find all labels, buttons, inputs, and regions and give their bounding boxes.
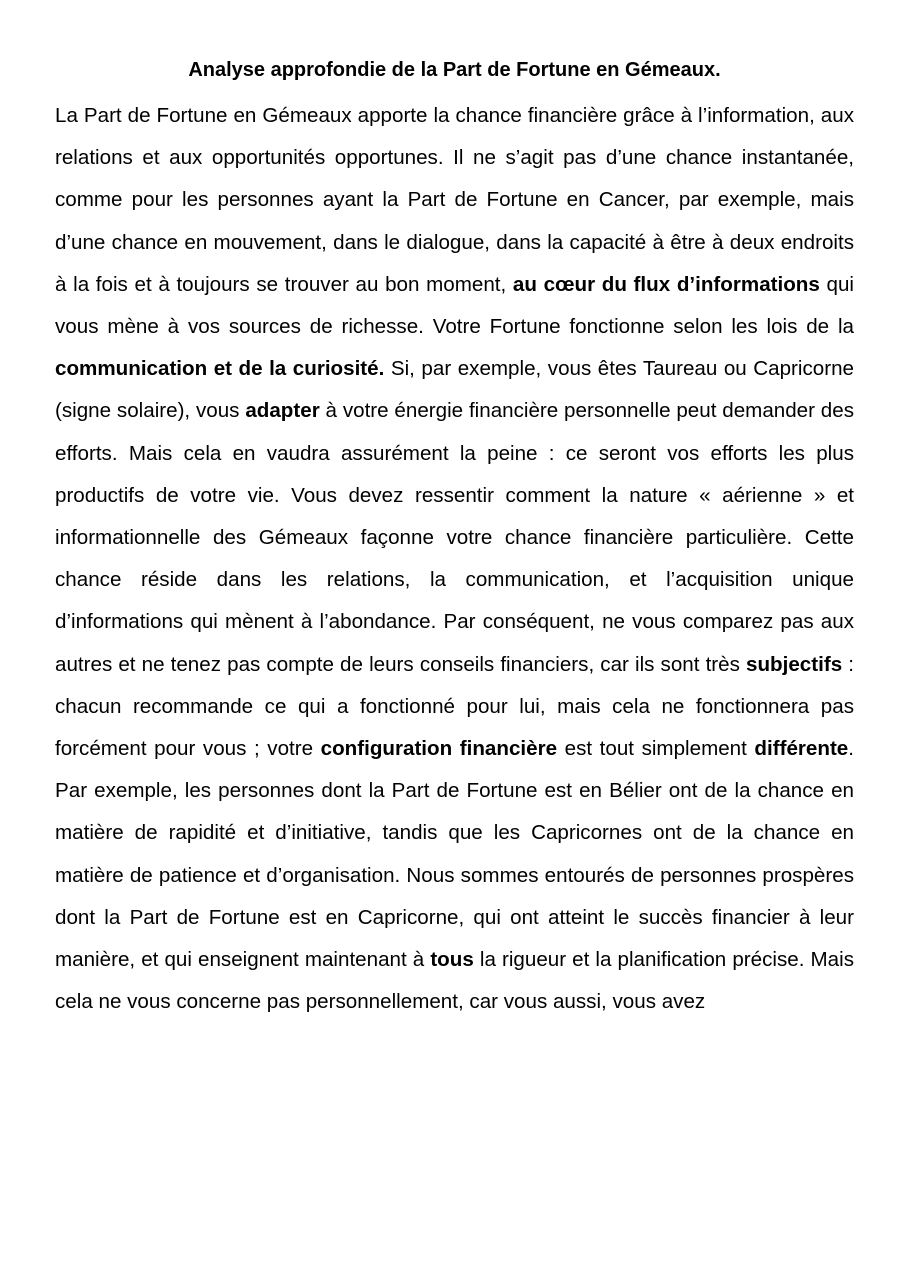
- text-segment: qui vous mène à vos sources de richesse. Votre Fortune fonctionne selon les lois de la: [55, 272, 854, 339]
- text-segment: à votre énergie financière personnelle peut demander des efforts. Mais cela en vaudra assurément la peine : ce seront vos efforts les plus productifs de votre vie. Vous devez ressentir comment la nature « aérienne » et informationnelle des Gémeaux façonne votre chance financière particulière. Cette chance réside dans les relations, la communication, et l’acquisition unique d’informations qui mènent à l’abondance. Par conséquent, ne vous comparez pas aux autres et ne tenez pas compte de leurs conseils financiers, car ils sont très: [55, 399, 855, 676]
- bold-phrase: configuration financière: [320, 737, 558, 761]
- bold-phrase: subjectifs: [746, 652, 843, 676]
- bold-phrase: adapter: [245, 399, 320, 423]
- document-page: [55, 0, 854, 1023]
- bold-phrase: tous: [430, 948, 474, 972]
- text-segment: Si, par exemple, vous êtes Taureau ou Capricorne (signe solaire), vous: [55, 357, 854, 423]
- bold-phrase: différente: [754, 737, 849, 761]
- text-segment: est tout simplement: [557, 737, 755, 761]
- text-segment: . Par exemple, les personnes dont la Part de Fortune est en Bélier ont de la chance en matière de rapidité et d’initiative, tandis que les Capricornes ont de la chance en matière de patience et d’organisation. Nous sommes entourés de personnes prospères dont la Part de Fortune est en Capricorne, qui ont atteint le succès financier à leur manière, et qui enseignent maintenant à: [55, 737, 854, 972]
- text-segment: La Part de Fortune en Gémeaux apporte la chance financière grâce à l’information, aux relations et aux opportunités opportunes. Il ne s’agit pas d’une chance instantanée, comme pour les personnes ayant la Part de Fortune en Cancer, par exemple, mais d’une chance en mouvement, dans le dialogue, dans la capacité à être à deux endroits à la fois et à toujours se trouver au bon moment,: [55, 104, 854, 296]
- text-segment: la rigueur et la planification précise. Mais cela ne vous concerne pas personnellement, car vous aussi, vous avez: [55, 948, 854, 1014]
- text-segment: : chacun recommande ce qui a fonctionné pour lui, mais cela ne fonctionnera pas forcément pour vous ; votre: [55, 652, 854, 761]
- bold-phrase: communication et de la curiosité.: [55, 357, 385, 381]
- document-title: Analyse approfondie de la Part de Fortune en Gémeaux.: [188, 59, 721, 81]
- body-paragraph: [55, 83, 854, 1023]
- bold-phrase: au cœur du flux d’informations: [512, 272, 820, 296]
